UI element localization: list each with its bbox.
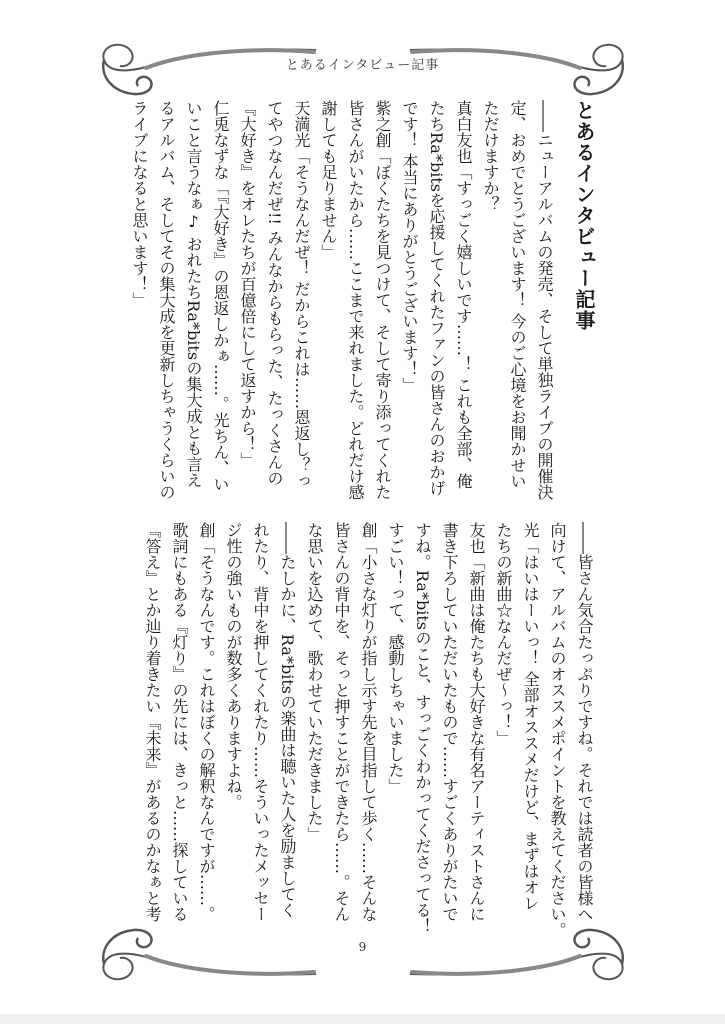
text-line: いこと言うなぁ♪ おれたちRa*bitsの集大成とも言え: [184, 100, 203, 489]
article-lower-column: [139, 522, 598, 938]
text-line: すごい！って、感動しちゃいました」: [386, 522, 405, 794]
text-line: 歌詞にもある『灯り』の先には、きっと……探している: [170, 522, 189, 922]
text-line: 紫之創「ぼくたちを見つけて、そして寄り添ってくれた: [373, 100, 392, 500]
text-line: 真白友也「すっごく嬉しいです……！ これも全部、俺: [454, 100, 473, 490]
text-line: たちの新曲☆なんだぜ～っ！」: [494, 522, 513, 746]
running-header: とあるインタビュー記事: [285, 58, 440, 73]
text-line: 創「小さな灯りが指し示す先を目指して歩く……そんな: [359, 522, 378, 922]
page-number: 9: [358, 940, 367, 954]
text-line: ライブになると思います！」: [130, 100, 149, 308]
text-line: 天満光「そうなんだぜ！ だからこれは……恩返し？っ: [292, 100, 311, 490]
corner-flourish-bottom-right: [400, 922, 640, 992]
text-line: すね。Ra*bitsのこと、すっごくわかってくださってる！: [413, 522, 432, 934]
text-line: れたり、背中を押してくれたり……そういったメッセー: [251, 522, 270, 922]
text-line: 光「はいはーいっ！ 全部オススメだけど、まずはオレ: [521, 522, 540, 912]
text-line: 定、おめでとうございます！ 今のご心境をお聞かせい: [508, 100, 527, 490]
page-bottom-edge: [0, 1014, 725, 1024]
text-line: 書き下ろしていただいたもので……すごくありがたいで: [440, 522, 459, 922]
article-upper-column: [126, 100, 597, 500]
text-line: な思いを込めて、歌わせていただきました」: [305, 522, 324, 842]
text-line: 謝しても足りません」: [319, 100, 338, 260]
text-line: ジ性の強いものが数多くありますよね。: [224, 522, 243, 810]
text-line: 友也「新曲は俺たちも大好きな有名アーティストさんに: [467, 522, 486, 922]
text-line: てやつなんだぜ!! みんなからもらった、たっくさんの: [265, 100, 284, 486]
text-line: ――ニューアルバムの発売、そして単独ライブの開催決: [535, 100, 554, 500]
text-line: 創「そうなんです。これはぼくの解釈なんですが……。: [197, 522, 216, 922]
text-line: ――皆さん気合たっぷりですね。それでは読者の皆様へ: [575, 522, 594, 922]
text-line: です！ 本当にありがとうございます！」: [400, 100, 419, 394]
text-line: るアルバム、そしてその集大成を更新しちゃうくらいの: [157, 100, 176, 500]
text-line: 『答え』とか辿り着きたい『未来』があるのかなぁと考: [143, 522, 162, 922]
text-line: 皆さんがいたから……ここまで来れました。どれだけ感: [346, 100, 365, 500]
text-line: ――たしかに、Ra*bitsの楽曲は聴いた人を励ましてく: [278, 522, 297, 918]
text-line: 皆さんの背中を、そっと押すことができたら……。そん: [332, 522, 351, 922]
text-line: 仁兎なずな「『大好き』の恩返しかぁ……。光ちん、い: [211, 100, 230, 492]
text-line: ただけますか？: [481, 100, 500, 212]
article-title: とあるインタビュー記事: [572, 100, 596, 331]
corner-flourish-bottom-left: [86, 922, 326, 992]
text-line: たちRa*bitsを応援してくれたファンの皆さんのおかげ: [427, 100, 446, 496]
text-line: 『大好き』をオレたちが百億倍にして返すから！」: [238, 100, 257, 468]
text-line: 向けて、アルバムのオススメポイントを教えてください。: [548, 522, 567, 938]
